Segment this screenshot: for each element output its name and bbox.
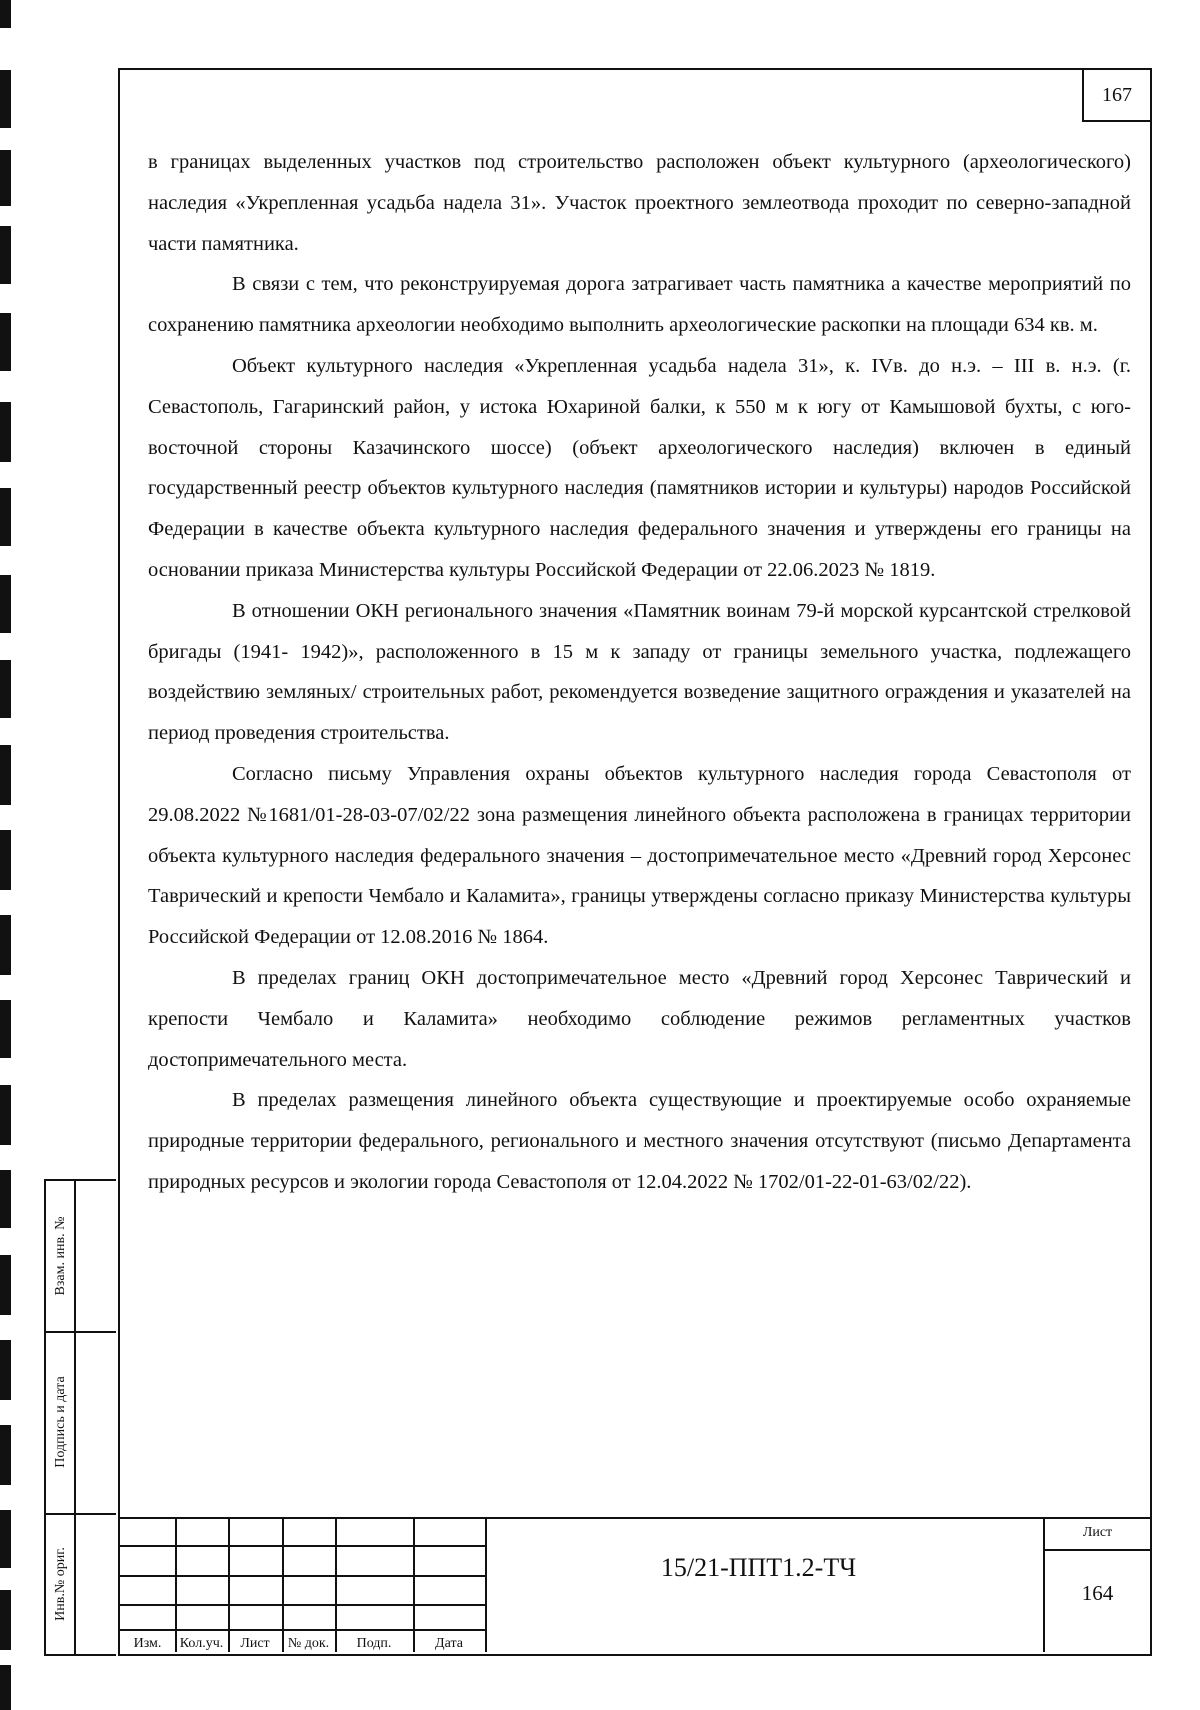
column-head-count: Кол.уч. [179, 1636, 224, 1651]
document-body [148, 142, 1131, 1203]
scan-mark [0, 1665, 11, 1710]
column-head-doc-number: № док. [287, 1636, 330, 1651]
title-block-line [120, 1604, 485, 1606]
title-block-line [1043, 1549, 1150, 1551]
replacement-inventory-label: Взам. инв. № [53, 1216, 68, 1296]
scan-mark [0, 1000, 11, 1058]
side-stamp [44, 1179, 116, 1656]
scan-mark [0, 313, 11, 371]
title-block-line [120, 1575, 485, 1577]
title-block-line [485, 1519, 487, 1652]
scan-mark [0, 830, 11, 890]
page-number-value: 167 [1102, 83, 1132, 106]
scan-mark [0, 1510, 11, 1568]
page-number [1082, 70, 1150, 122]
title-block-line [120, 1629, 485, 1631]
title-block-line [282, 1519, 284, 1652]
scan-mark [0, 1085, 11, 1145]
signature-date-label: Подпись и дата [53, 1376, 68, 1468]
column-head-change: Изм. [133, 1636, 162, 1651]
scan-mark [0, 575, 11, 633]
paragraph: В связи с тем, что реконструируемая дорога затрагивает часть памятника а качестве мероприятий по сохранению памятника археологии необходимо выполнить археологические раскопки на площади 634 кв. м. [148, 273, 1131, 337]
paragraph: Объект культурного наследия «Укрепленная усадьба надела 31», к. IVв. до н.э. – III в. н.э. (г. Севастополь, Гагаринский район, у истока Юхариной балки, к 550 м к югу от Камышовой бухты, с юго-восточной стороны Казачинского шоссе) (объект археологического наследия) включен в единый государственный реестр объектов культурного наследия (памятников истории и культуры) народов Российской Федерации в качестве объекта культурного наследия федерального значения и утверждены его границы на основании приказа Министерства культуры Российской Федерации от 22.06.2023 № 1819. [148, 354, 1131, 581]
document-code: 15/21-ППТ1.2-ТЧ [660, 1553, 857, 1582]
drawing-frame [118, 68, 1152, 1656]
sheet-number: 164 [1081, 1581, 1114, 1605]
scan-mark [0, 1590, 11, 1650]
title-block-line [228, 1519, 230, 1652]
paragraph: в границах выделенных участков под строительство расположен объект культурного (археологического) наследия «Укрепленная усадьба надела 31». Участок проектного землеотвода проходит по северно-западной части памятника. [148, 151, 1131, 255]
column-head-sheet: Лист [240, 1636, 270, 1651]
title-block-line [413, 1519, 415, 1652]
side-stamp-divider [46, 1331, 116, 1333]
side-stamp-divider [46, 1513, 116, 1515]
scan-mark [0, 1170, 11, 1228]
scan-mark [0, 488, 11, 546]
scan-mark [0, 745, 11, 805]
column-head-signature: Подп. [356, 1636, 392, 1651]
scan-mark [0, 1255, 11, 1315]
original-inventory-label: Инв.№ ориг. [53, 1547, 68, 1621]
scan-mark [0, 660, 11, 718]
title-block-line [175, 1519, 177, 1652]
scan-mark [0, 915, 11, 975]
paragraph: В отношении ОКН регионального значения «Памятник воинам 79-й морской курсантской стрелковой бригады (1941- 1942)», расположенного в 15 м к западу от границы земельного участка, подлежащего воздействию земляных/ строительных работ, рекомендуется возведение защитного ограждения и указателей на период проведения строительства. [148, 599, 1131, 745]
scan-mark [0, 1425, 11, 1485]
scan-mark [0, 70, 11, 128]
title-block-line [335, 1519, 337, 1652]
paragraph: В пределах размещения линейного объекта существующие и проектируемые особо охраняемые природные территории федерального, регионального и местного значения отсутствуют (письмо Департамента природных ресурсов и экологии города Севастополя от 12.04.2022 № 1702/01-22-01-63/02/22). [148, 1089, 1131, 1193]
paragraph: В пределах границ ОКН достопримечательное место «Древний город Херсонес Таврический и крепости Чембало и Каламита» необходимо соблюдение режимов регламентных участков достопримечательного места. [148, 966, 1131, 1071]
paragraph: Согласно письму Управления охраны объектов культурного наследия города Севастополя от 29.08.2022 №1681/01-28-03-07/02/22 зона размещения линейного объекта расположена в границах территории объекта культурного наследия федерального значения – достопримечательное место «Древний город Херсонес Таврический и крепости Чембало и Каламита», границы утверждены согласно приказу Министерства культуры Российской Федерации от 12.08.2016 № 1864. [148, 762, 1131, 949]
scan-mark [0, 402, 11, 462]
title-block [120, 1517, 1150, 1654]
scan-mark [0, 0, 11, 28]
column-head-date: Дата [435, 1636, 463, 1651]
scan-mark [0, 226, 11, 284]
scan-mark [0, 1340, 11, 1400]
scan-mark [0, 150, 11, 206]
sheet-label: Лист [1082, 1525, 1113, 1540]
title-block-line [120, 1545, 485, 1547]
